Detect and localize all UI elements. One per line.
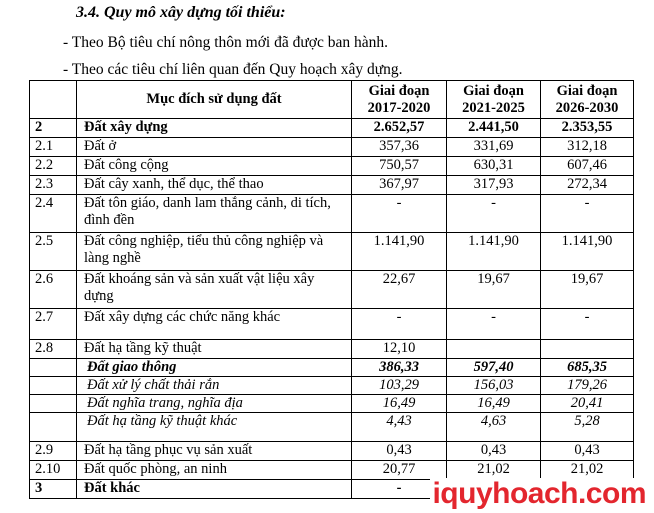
cell-period-2021-2025: 156,03	[447, 377, 541, 395]
cell-period-2021-2025: 0,43	[447, 442, 541, 461]
table-row	[30, 377, 634, 395]
cell-code: 2.3	[30, 176, 77, 195]
header-code	[30, 81, 77, 119]
cell-purpose: Đất tôn giáo, danh lam thắng cảnh, di tích, đình đền	[77, 195, 352, 233]
cell-period-2026-2030: -	[541, 309, 634, 340]
cell-period-2021-2025: 21,02	[447, 461, 541, 480]
cell-purpose: Đất công cộng	[77, 157, 352, 176]
cell-period-2017-2020: 16,49	[352, 395, 447, 413]
cell-code: 2.2	[30, 157, 77, 176]
table-row	[30, 271, 634, 309]
table-row	[30, 395, 634, 413]
table-header-row	[30, 81, 634, 119]
cell-period-2026-2030: 272,34	[541, 176, 634, 195]
cell-period-2026-2030: 685,35	[541, 359, 634, 377]
cell-purpose: Đất ở	[77, 138, 352, 157]
cell-code	[30, 413, 77, 442]
cell-period-2021-2025: 630,31	[447, 157, 541, 176]
cell-code: 3	[30, 480, 77, 499]
cell-code	[30, 359, 77, 377]
cell-period-2017-2020: 12,10	[352, 340, 447, 359]
table-row	[30, 138, 634, 157]
cell-period-2021-2025: 317,93	[447, 176, 541, 195]
header-period-2026-2030: Giai đoạn 2026-2030	[541, 81, 634, 119]
cell-purpose: Đất khoáng sản và sản xuất vật liệu xây dựng	[77, 271, 352, 309]
cell-purpose: Đất xây dựng các chức năng khác	[77, 309, 352, 340]
table-row	[30, 157, 634, 176]
cell-period-2017-2020: -	[352, 480, 447, 499]
cell-period-2021-2025: -	[447, 309, 541, 340]
section-heading: 3.4. Quy mô xây dựng tối thiểu:	[76, 4, 286, 21]
watermark-logo: iquyhoach.com	[432, 477, 646, 510]
cell-code: 2.8	[30, 340, 77, 359]
cell-period-2026-2030	[541, 340, 634, 359]
cell-period-2021-2025: -	[447, 195, 541, 233]
cell-period-2017-2020: 4,43	[352, 413, 447, 442]
cell-period-2026-2030: 0,43	[541, 442, 634, 461]
table-row	[30, 176, 634, 195]
cell-code: 2	[30, 119, 77, 138]
cell-period-2017-2020: -	[352, 309, 447, 340]
table-row	[30, 340, 634, 359]
cell-period-2021-2025: 331,69	[447, 138, 541, 157]
cell-period-2026-2030: -	[541, 195, 634, 233]
cell-period-2026-2030: 19,67	[541, 271, 634, 309]
cell-purpose: Đất khác	[77, 480, 352, 499]
cell-period-2021-2025: 597,40	[447, 359, 541, 377]
cell-period-2021-2025: 19,67	[447, 271, 541, 309]
cell-purpose: Đất công nghiệp, tiểu thủ công nghiệp và làng nghề	[77, 233, 352, 271]
cell-period-2017-2020: 0,43	[352, 442, 447, 461]
header-purpose: Mục đích sử dụng đất	[77, 81, 352, 119]
table-row	[30, 119, 634, 138]
cell-period-2017-2020: -	[352, 195, 447, 233]
cell-period-2017-2020: 750,57	[352, 157, 447, 176]
cell-purpose: Đất cây xanh, thể dục, thể thao	[77, 176, 352, 195]
cell-period-2026-2030: 20,41	[541, 395, 634, 413]
cell-period-2026-2030: 1.141,90	[541, 233, 634, 271]
cell-period-2021-2025: 1.141,90	[447, 233, 541, 271]
cell-period-2017-2020: 367,97	[352, 176, 447, 195]
cell-purpose: Đất nghĩa trang, nghĩa địa	[77, 395, 352, 413]
cell-period-2017-2020: 357,36	[352, 138, 447, 157]
cell-purpose: Đất hạ tầng kỹ thuật khác	[77, 413, 352, 442]
paragraph-criteria: - Theo Bộ tiêu chí nông thôn mới đã được ban hành.	[63, 34, 388, 51]
cell-period-2017-2020: 103,29	[352, 377, 447, 395]
table-row	[30, 233, 634, 271]
land-use-table	[29, 80, 634, 499]
table-row	[30, 195, 634, 233]
cell-period-2026-2030: 312,18	[541, 138, 634, 157]
cell-period-2026-2030: 21,02	[541, 461, 634, 480]
cell-period-2017-2020: 2.652,57	[352, 119, 447, 138]
header-period-2021-2025: Giai đoạn 2021-2025	[447, 81, 541, 119]
cell-period-2021-2025: 16,49	[447, 395, 541, 413]
cell-code: 2.5	[30, 233, 77, 271]
cell-purpose: Đất hạ tầng kỹ thuật	[77, 340, 352, 359]
cell-code: 2.1	[30, 138, 77, 157]
table-row	[30, 442, 634, 461]
cell-period-2021-2025: 4,63	[447, 413, 541, 442]
cell-purpose: Đất xây dựng	[77, 119, 352, 138]
cell-period-2021-2025: 2.441,50	[447, 119, 541, 138]
cell-code	[30, 377, 77, 395]
cell-code: 2.9	[30, 442, 77, 461]
header-period-2017-2020: Giai đoạn 2017-2020	[352, 81, 447, 119]
cell-purpose: Đất quốc phòng, an ninh	[77, 461, 352, 480]
cell-purpose: Đất xử lý chất thải rắn	[77, 377, 352, 395]
cell-period-2026-2030: 607,46	[541, 157, 634, 176]
cell-code	[30, 395, 77, 413]
cell-period-2026-2030: 2.353,55	[541, 119, 634, 138]
cell-period-2026-2030: 179,26	[541, 377, 634, 395]
cell-period-2017-2020: 22,67	[352, 271, 447, 309]
paragraph-planning: - Theo các tiêu chí liên quan đến Quy hoạch xây dựng.	[63, 61, 403, 78]
cell-period-2017-2020: 386,33	[352, 359, 447, 377]
cell-period-2017-2020: 20,77	[352, 461, 447, 480]
cell-purpose: Đất hạ tầng phục vụ sản xuất	[77, 442, 352, 461]
cell-code: 2.7	[30, 309, 77, 340]
cell-period-2017-2020: 1.141,90	[352, 233, 447, 271]
cell-code: 2.4	[30, 195, 77, 233]
cell-code: 2.10	[30, 461, 77, 480]
table-row	[30, 309, 634, 340]
cell-purpose: Đất giao thông	[77, 359, 352, 377]
cell-code: 2.6	[30, 271, 77, 309]
cell-period-2026-2030: 5,28	[541, 413, 634, 442]
table-row	[30, 359, 634, 377]
table-row	[30, 413, 634, 442]
cell-period-2021-2025	[447, 340, 541, 359]
